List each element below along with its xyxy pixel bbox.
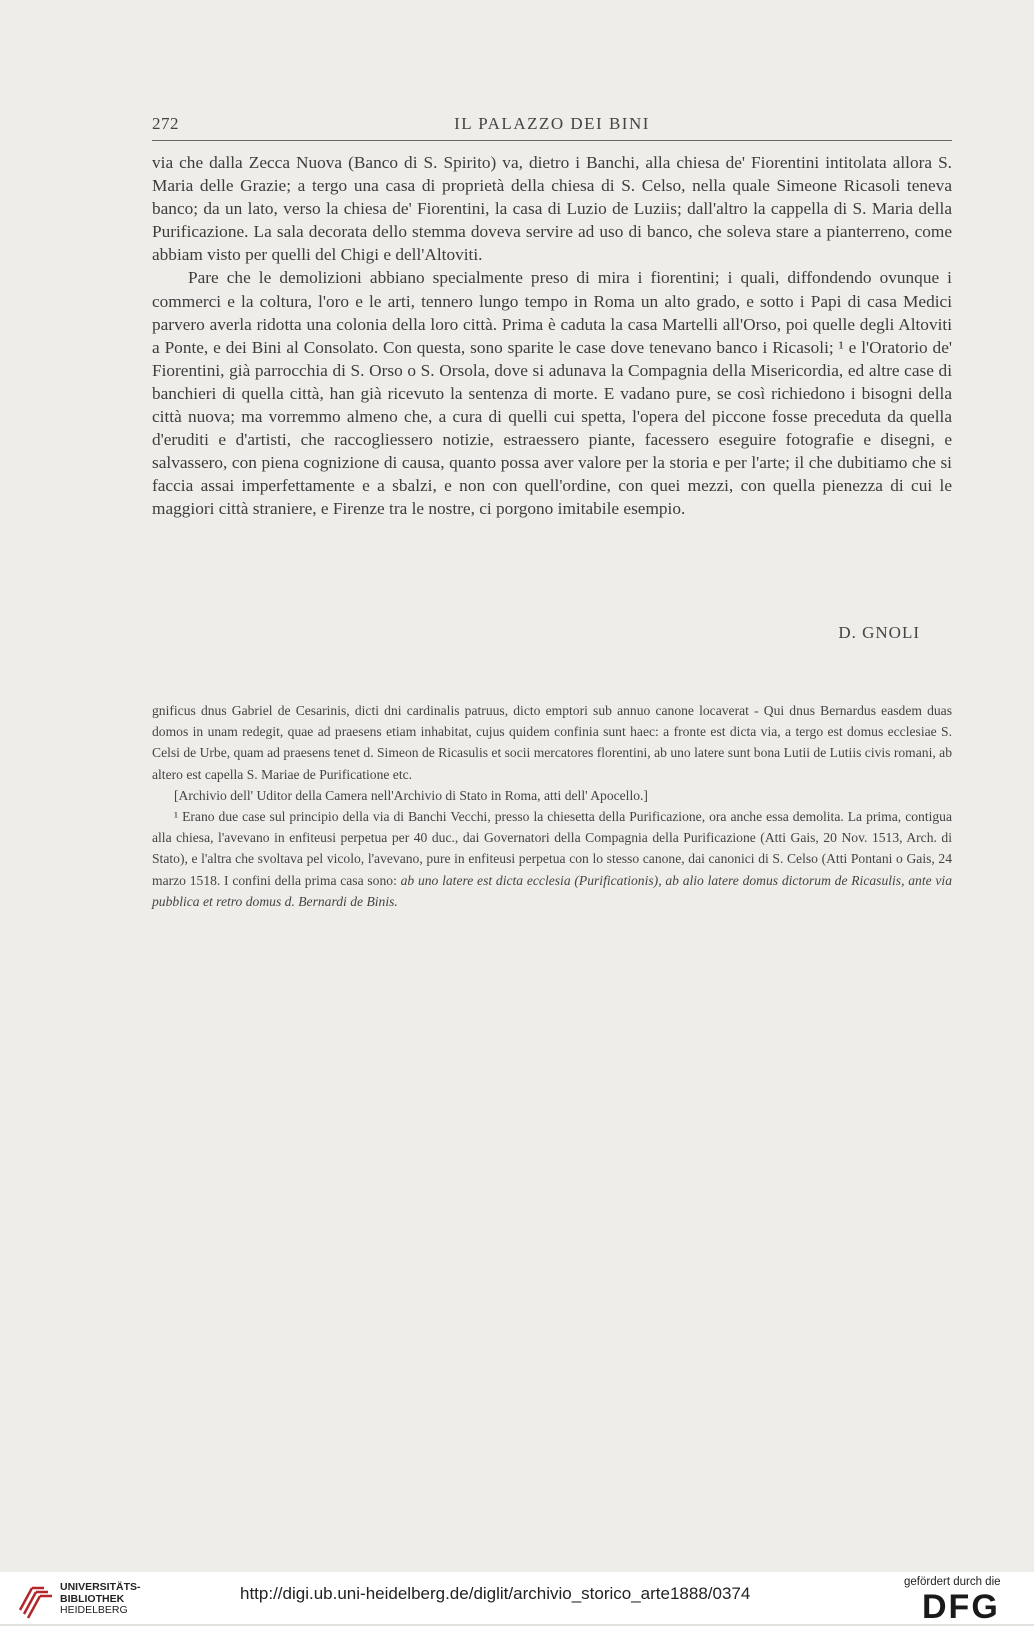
- page-number: 272: [152, 114, 179, 133]
- university-library-logo-icon: [14, 1580, 54, 1620]
- library-name: [60, 1582, 141, 1617]
- running-title: IL PALAZZO DEI BINI: [454, 114, 650, 133]
- paragraph-demolitions: Pare che le demolizioni abbiano specialmente preso di mira i fiorentini; i quali, diffondendo ovunque i commerci e la coltura, l'oro e le arti, tennero lungo tempo in Roma un alto grado, e sotto i Papi di casa Medici parvero averla ridotta una colonia della loro città. Prima è caduta la casa Martelli all'Orso, poi quelle degli Altoviti a Ponte, e dei Bini al Consolato. Con questa, sono sparite le case dove tenevano banco i Ricasoli; ¹ e l'Oratorio de' Fiorentini, già parrocchia di S. Orso o S. Orsola, dove si adunava la Compagnia della Misericordia, ed altre case di banchieri di quella città, han già ricevuto la sentenza di morte. E vadano pure, se così richiedono i bisogni della città nuova; ma vorremmo almeno che, a cura di quelli cui spetta, l'opera del piccone fosse preceduta da quella d'eruditi e d'artisti, che raccogliessero notizie, estraessero piante, facessero eseguire fotografie e disegni, e salvassero, con piena cognizione di causa, quanto possa aver valore per la storia e per l'arte; il che dubitiamo che si faccia assai imperfettamente e a sbalzi, e non con quell'ordine, con quei mezzi, con quella pienezza di cui le maggiori città straniere, e Firenze tra le nostre, ci porgono imitabile esempio.: [152, 268, 952, 519]
- footnote-1-quote: ab uno latere est dicta ecclesia (Purificationis), ab alio latere domus dictorum de Ricasulis, ante via pubblica et retro domus d. Bernardi de Binis.: [152, 872, 953, 909]
- footnotes: [152, 700, 952, 912]
- funding-caption: gefördert durch die: [904, 1576, 1001, 1588]
- permalink-url[interactable]: http://digi.ub.uni-heidelberg.de/diglit/archivio_storico_arte1888/0374: [240, 1584, 751, 1603]
- footnote-1-text: ¹ Erano due case sul principio della via di Banchi Vecchi, presso la chiesetta della Purificazione, ora anche essa demolita. La prima, contigua alla chiesa, l'avevano in enfiteusi perpetua per 40 duc., dai Governatori della Compagnia della Purificazione (Atti Gais, 20 Nov. 1513, Arch. di Stato), e l'altra che svoltava pel vicolo, l'avevano, pure in enfiteusi perpetua con lo stesso canone, dai canonici di S. Celso (Atti Pontani o Gais, 24 marzo 1518. I confini della prima casa sono:: [152, 809, 952, 888]
- digitization-footer: [0, 1572, 1034, 1624]
- note-continuation: gnificus dnus Gabriel de Cesarinis, dicti dni cardinalis patruus, dicto emptori sub annuo canone locaverat - Qui dnus Bernardus easdem duas domos in unam redegit, quae ad praesens etiam inhabitat, cujus quidem confinia sunt haec: a fronte est dicta via, a tergo est domus ecclesiae S. Celsi de Urbe, quam ad praesens tenet d. Simeon de Ricasulis et socii mercatores florentini, ab uno latere sunt bona Lutii de Lutiis civis romani, ab altero est capella S. Mariae de Purificatione etc.: [152, 703, 952, 782]
- paragraph-continuation: via che dalla Zecca Nuova (Banco di S. Spirito) va, dietro i Banchi, alla chiesa de' Fiorentini intitolata allora S. Maria delle Grazie; a tergo una casa di proprietà della chiesa di S. Celso, nella quale Simeone Ricasoli teneva banco; da un lato, verso la chiesa de' Fiorentini, la casa di Luzio de Luziis; dall'altro la cappella di S. Maria della Purificazione. La sala decorata dello stemma doveva servire ad uso di banco, che soleva stare a pianterreno, come abbiam visto per quelli del Chigi e dell'Altoviti.: [152, 153, 952, 265]
- footnote-1: [152, 806, 952, 912]
- library-line-1: UNIVERSITÄTS-: [60, 1581, 141, 1593]
- running-header: [152, 114, 952, 140]
- library-line-3: HEIDELBERG: [60, 1604, 128, 1616]
- note-source: [Archivio dell' Uditor della Camera nell'Archivio di Stato in Roma, atti dell' Apocello.]: [174, 787, 648, 803]
- author-signature: D. GNOLI: [838, 623, 920, 642]
- dfg-logo: DFG: [922, 1588, 1000, 1626]
- library-line-2: BIBLIOTHEK: [60, 1592, 125, 1605]
- header-rule: [152, 140, 952, 141]
- main-text: [152, 151, 952, 521]
